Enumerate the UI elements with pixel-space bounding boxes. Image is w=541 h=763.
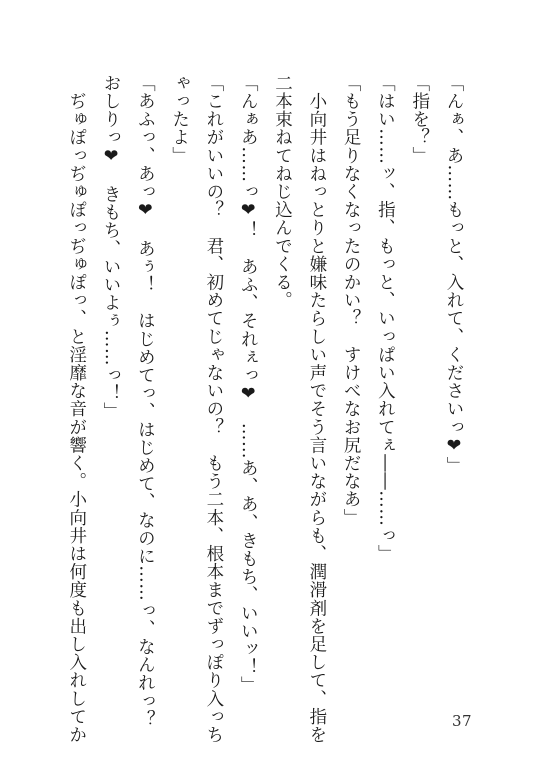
- text-line: 「これがいいの？ 君、初めてじゃないの？ もう二本、根本までずっぽり入っち: [203, 74, 224, 744]
- text-line: 「はい……ッ、指、もっと、いっぱい入れてぇ――……っ」: [375, 74, 396, 563]
- text-line: おしりっ❤ きもち、いいよぅ……っ！」: [101, 74, 122, 421]
- text-line: 「もう足りなくなったのかい？ すけべなお尻だなあ」: [341, 74, 362, 527]
- text-line: 「んぁ、あ……もっと、入れて、くださいっ❤」: [444, 74, 464, 475]
- text-line: 「指を？」: [409, 74, 430, 165]
- text-line: 「あふっ、あっ❤ あぅ！ はじめてっ、はじめて、なのに……っ、なんれっ？: [135, 74, 156, 729]
- page-number: 37: [452, 712, 473, 730]
- text-line: ぢゅぽっぢゅぽっぢゅぽっ、と淫靡な音が響く。小向井は何度も出し入れしてか: [66, 74, 87, 744]
- text-line: 「んぁあ……っ❤！ あふ、それぇっ❤ ……あ、あ、きもち、いいッ！」: [238, 74, 259, 695]
- text-line: ゃったよ」: [169, 74, 190, 165]
- text-line: 小向井はねっとりと嫌味たらしい声でそう言いながらも、潤滑剤を足して、指を: [306, 74, 327, 744]
- text-line: 二本束ねてねじ込んでくる。: [272, 74, 293, 310]
